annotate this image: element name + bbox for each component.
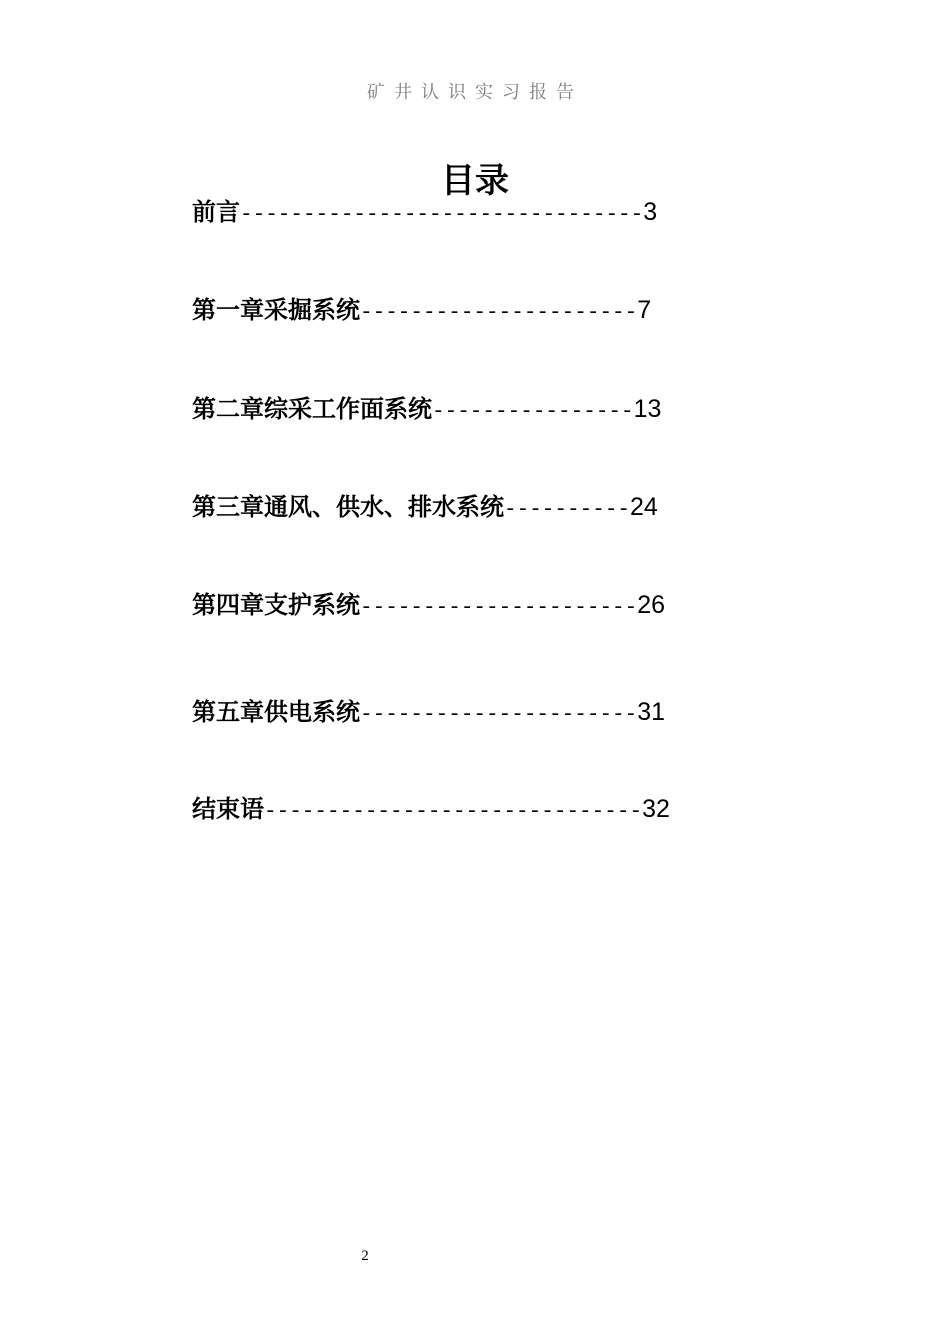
toc-entry-leader: ----------	[504, 499, 631, 522]
toc-entry-leader: ----------------	[432, 401, 634, 424]
toc-entry-conclusion[interactable]	[192, 791, 752, 827]
toc-entry-page: 26	[637, 591, 666, 619]
toc-entry-page: 32	[642, 795, 670, 823]
toc-entry-page: 13	[633, 395, 662, 423]
toc-entry-chapter-4[interactable]	[192, 587, 752, 623]
toc-entry-page: 7	[637, 296, 652, 324]
toc-entry-page: 31	[637, 698, 666, 726]
running-header: 矿井认识实习报告	[367, 82, 583, 103]
toc-entry-page: 24	[630, 493, 658, 521]
toc-entry-leader: ----------------------	[360, 597, 638, 620]
toc-title: 目录	[441, 161, 509, 201]
toc-entry-label: 第四章支护系统	[192, 591, 360, 619]
toc-entry-label: 第三章通风、供水、排水系统	[192, 493, 504, 521]
toc-entry-chapter-5[interactable]	[192, 694, 752, 730]
toc-entry-label: 第二章综采工作面系统	[192, 395, 432, 423]
toc-entry-label: 第五章供电系统	[192, 698, 360, 726]
toc-entry-preface[interactable]	[192, 194, 752, 230]
toc-entry-leader: ----------------------	[360, 302, 638, 325]
toc-entry-leader: ----------------------	[360, 704, 638, 727]
toc-entry-chapter-3[interactable]	[192, 489, 752, 525]
page-number: 2	[361, 1248, 369, 1264]
toc-entry-chapter-2[interactable]	[192, 391, 752, 427]
toc-entry-label: 前言	[192, 198, 240, 226]
toc-entry-label: 结束语	[192, 795, 264, 823]
toc-entry-chapter-1[interactable]	[192, 292, 752, 328]
toc-entry-leader: ------------------------------	[264, 801, 643, 824]
toc-entry-leader: --------------------------------	[240, 204, 644, 227]
toc-entry-label: 第一章采掘系统	[192, 296, 360, 324]
toc-entry-page: 3	[643, 198, 658, 226]
